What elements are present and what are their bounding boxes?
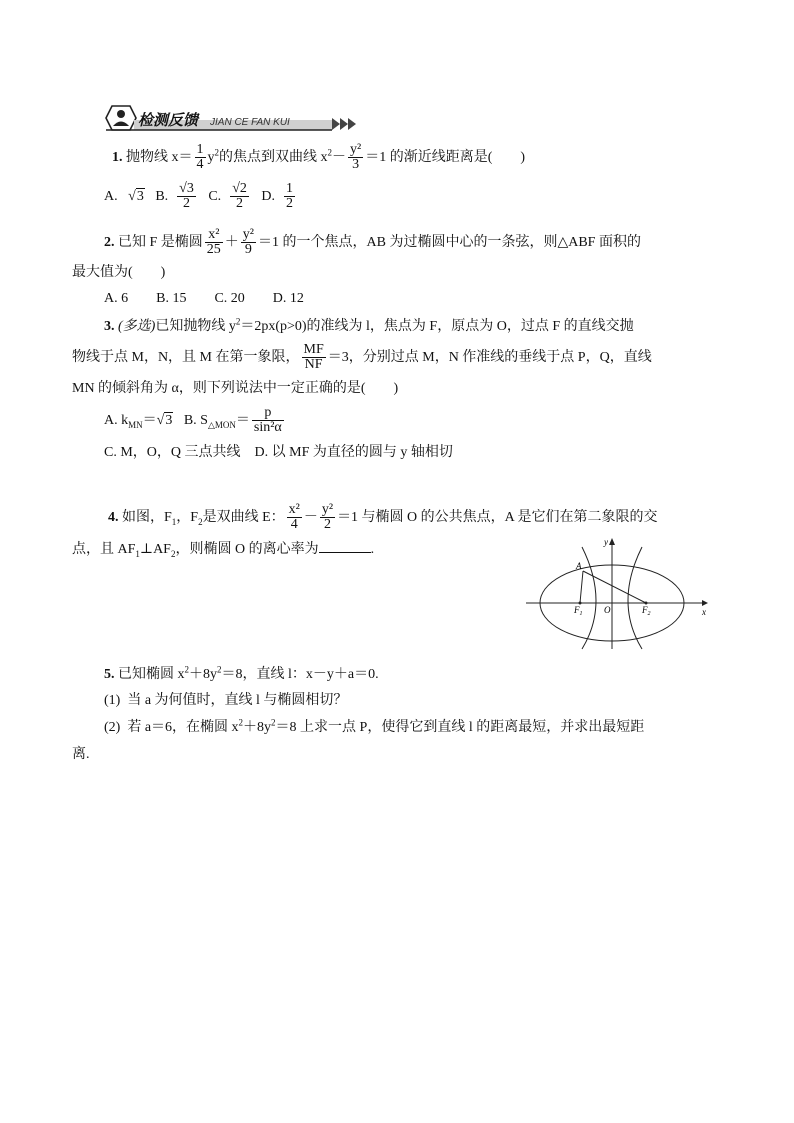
question-3-options-ab: A. $k_{MN}=√3$ B. $S_{\triangle MON}=$ $\frac{p}{\text{sin²α}}$ <box>72 402 722 440</box>
question-1-stem: 1. 抛物线 x＝ $\frac{1}{4}$ $y^2$的焦点到双曲线 $x^2-$ $\frac{\text{y²}}{3}$ ＝1 的渐近线距离是( ) <box>112 141 526 173</box>
fraction: $\frac{\text{y²}}{2}$ <box>321 501 334 533</box>
question-2-options: A. 6 B. 15 C. 20 D. 12 <box>104 291 304 306</box>
fraction: $\frac{\text{x²}}{25}$ <box>206 226 221 258</box>
question-4-number: 4. <box>108 510 119 525</box>
fraction: $\frac{1}{4}$ <box>196 141 204 173</box>
label-F2: $F_2$ <box>642 605 651 617</box>
fraction: $\frac{1}{2}$ <box>286 180 293 212</box>
ellipse-hyperbola-figure <box>522 535 712 650</box>
question-3-number: 3. <box>104 319 115 334</box>
question-4: 4. 如图，$F_1$，$F_2$是双曲线 E： $\frac{\text{x²}}{4}$ － $\frac{\text{y²}}{2}$ ＝1 与椭圆 O 的公共焦点，A 是它们在第二象限的交 点，且 $AF_1\perp AF_2$，则椭圆 O 的离心率为 . <box>72 501 658 559</box>
question-2: 2. 已知 F 是椭圆 $\frac{\text{x²}}{25}$ ＋ $\frac{\text{y²}}{9}$ ＝1 的一个焦点，AB 为过椭圆中心的一条弦，则△ABF 面积的 最大值为( ) A. 6 B. 15 C. 20 D. 12 <box>72 226 722 312</box>
question-3-options-cd: C. M，O，Q 三点共线 D. 以 MF 为直径的圆与 y 轴相切 <box>104 445 453 460</box>
fraction: $\frac{\text{x²}}{4}$ <box>288 501 300 533</box>
sqrt-value: √3 <box>156 413 173 428</box>
sqrt-value: √3 <box>128 189 144 204</box>
fraction: $\frac{\text{y²}}{3}$ <box>350 141 362 173</box>
fraction: $\frac{\text{y²}}{9}$ <box>242 226 254 258</box>
label-A: A <box>576 561 582 571</box>
question-5-part-2: (2) 若 a＝6，在椭圆 $x^2+8y^2=8$ 上求一点 P，使得它到直线 l 的距离最短，并求出最短距 <box>104 717 645 735</box>
label-x: x <box>702 607 706 617</box>
fraction: $\frac{p}{\text{sin²α}}$ <box>253 404 282 436</box>
question-1 <box>72 140 722 218</box>
figure-svg <box>522 535 712 650</box>
question-1-options: A. √3 B. $\frac{√3}{2}$ C. $\frac{√2}{2}$ D. $\frac{1}{2}$ <box>72 176 722 218</box>
question-1-number: 1. <box>112 150 123 165</box>
header-subtitle: JIAN CE FAN KUI <box>210 117 290 128</box>
question-5: 5. 已知椭圆 $x^2+8y^2=8$，直线 l：x－y＋a＝0. (1) 当 a 为何值时，直线 l 与椭圆相切？ (2) 若 a＝6，在椭圆 $x^2+8y^2=8$ 上求一点 P，使得它到直线 l 的距离最短，并求出最短距 离. <box>72 662 722 768</box>
question-5-part-1: (1) 当 a 为何值时，直线 l 与椭圆相切？ <box>104 693 348 708</box>
fraction: $\frac{MF}{NF}$ <box>303 341 324 373</box>
header-title: 检测反馈 <box>138 112 199 129</box>
answer-blank[interactable] <box>319 538 371 553</box>
section-header <box>100 104 356 134</box>
question-3: 3. (多选)已知抛物线 $y^2=2px(p>0)$的准线为 l，焦点为 F，原点为 O，过点 F 的直线交抛 物线于点 M，N，且 M 在第一象限， $\frac{MF}{NF}$ ＝3，分别过点 M，N 作准线的垂线于点 P，Q，直线 MN 的倾斜角为 α，则下列说法中一定正确的是( ) A. $k_{MN}=√3$ B. $S_{\triangle MON}=$ $\frac{p}{\text{sin²α}}$ C. M，O，Q 三点共线 D. 以 MF 为直径的圆与 y 轴相切 <box>72 314 722 466</box>
fraction: $\frac{√2}{2}$ <box>232 180 247 212</box>
question-5-number: 5. <box>104 667 115 682</box>
label-F1: $F_1$ <box>574 605 583 617</box>
label-O: O <box>604 605 611 615</box>
question-2-number: 2. <box>104 235 115 250</box>
fraction: $\frac{√3}{2}$ <box>179 180 194 212</box>
label-y: y <box>604 537 608 547</box>
